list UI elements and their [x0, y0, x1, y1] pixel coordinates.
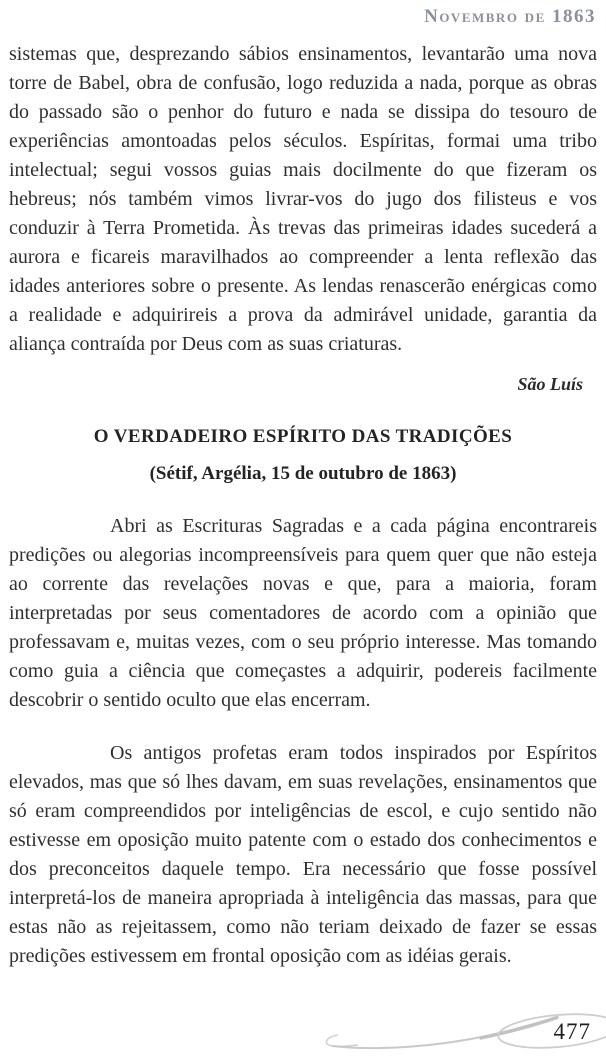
body-paragraph-1: sistemas que, desprezando sábios ensinamentos, levantarão uma nova torre de Babel, obra de confusão, logo reduzida a nada, porque as obras do passado são o penhor do futuro e nada se dissipa do tesouro de experiências amontoadas pelos séculos. Espíritas, formai uma tribo intelectual; segui vossos guias mais docilmente do que fizeram os hebreus; nós também vimos livrar-vos do jugo dos filisteus e vos conduzir à Terra Prometida. Às trevas das primeiras idades sucederá a aurora e ficareis maravilhados ao compreender a lenta reflexão das idades anteriores sobre o presente. As lendas renascerão enérgicas como a realidade e adquirireis a prova da admirável unidade, garantia da aliança contraída por Deus com as suas criaturas.	[9, 43, 597, 355]
section-title: O VERDADEIRO ESPÍRITO DAS TRADIÇÕES	[93, 426, 513, 447]
page-footer	[286, 1004, 606, 1056]
text-block	[9, 40, 597, 971]
body-paragraph-3: Os antigos profetas eram todos inspirados por Espíritos elevados, mas que só lhes davam, em suas revelações, ensinamentos que só eram compreendidos por inteligências de escol, e cujo sentido não estivesse em oposição muito patente com o estado dos conhecimentos e dos preconceitos daquele tempo. Era necessário que fosse possível interpretá-los de maneira apropriada à inteligência das massas, para que estas não as rejeitassem, como não teriam deixado de fazer se essas predições estivessem em frontal oposição com as idéias gerais.	[9, 742, 597, 967]
running-header: Novembro de 1863	[424, 6, 596, 27]
page-number: 477	[553, 1019, 591, 1044]
body-paragraph-2: Abri as Escrituras Sagradas e a cada página encontrareis predições ou alegorias incompreensíveis para quem quer que não esteja ao corrente das revelações novas e que, para a maioria, foram interpretadas por seus comentadores de acordo com a opinião que professavam e, muitas vezes, com o seu próprio interesse. Mas tomando como guia a ciência que começastes a adquirir, podereis facilmente descobrir o sentido oculto que elas encerram.	[9, 515, 597, 711]
signature: São Luís	[517, 374, 583, 394]
section-subtitle: (Sétif, Argélia, 15 de outubro de 1863)	[149, 463, 457, 484]
